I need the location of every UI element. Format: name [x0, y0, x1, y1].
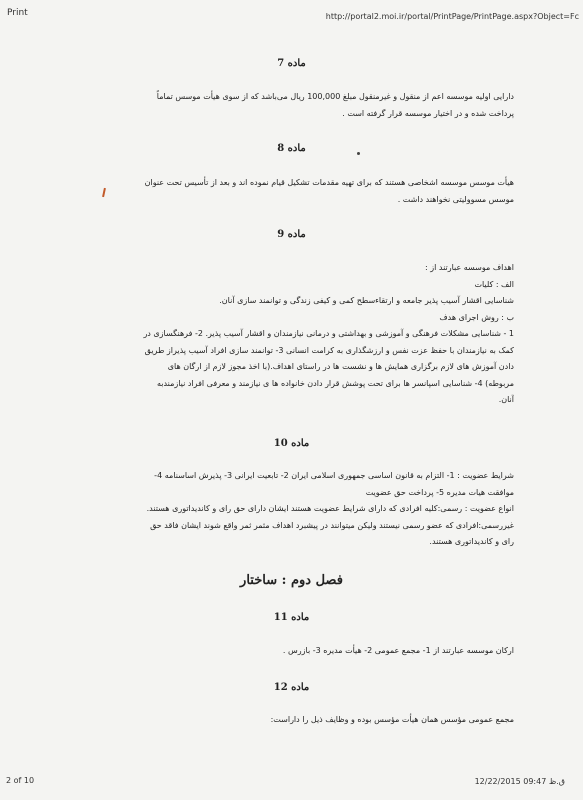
article-8-line-1: هیأت موسس موسسه اشخاصی هستند که برای تهیه مقدمات تشکیل قیام نموده اند و بعد از تأسیس تحت عنوان [144, 178, 514, 187]
article-8-text [98, 175, 514, 208]
article-7-line-2: پرداخت شده و در اختیار موسسه قرار گرفته است . [342, 108, 514, 118]
article-10-line-5: رای و کاندیداتوری هستند. [429, 537, 514, 546]
article-10-line-2: موافقت هیات مدیره 5- پرداخت حق عضویت [365, 487, 514, 497]
article-9-line-9: آنان. [498, 395, 514, 404]
article-10-line-4: غیررسمی:افرادی که عضو رسمی نیستند ولیکن میتوانند در پیشبرد اهداف مثمر ثمر واقع شوند ایشان فاقد حق [150, 520, 514, 530]
print-timestamp: 12/22/2015 09:47 ق.ظ [474, 777, 565, 786]
article-9-line-5: 1 - شناسایی مشکلات فرهنگی و آموزشی و بهداشتی و درمانی نیازمندان و اقشار آسیب پذیر. 2- فرهنگسازی در [143, 329, 514, 338]
article-10-line-1: شرایط عضویت : 1- التزام به قانون اساسی جمهوری اسلامی ایران 2- تابعیت ایرانی 3- پذیرش اساسنامه 4- [154, 471, 514, 480]
article-9-text [98, 260, 514, 409]
article-10-line-3: انواع عضویت : رسمی:کلیه افرادی که دارای شرایط عضویت هستند ایشان دارای حق رای و کاندیداتوری هستند. [146, 504, 514, 513]
article-12-text [98, 712, 514, 729]
page-url: http://portal2.moi.ir/portal/PrintPage/PrintPage.aspx?Object=Fc [325, 12, 579, 21]
article-7-text [98, 89, 514, 122]
article-8-heading: ماده 8 [277, 143, 306, 154]
article-7-heading: ماده 7 [277, 58, 306, 69]
article-7-line-1: دارایی اولیه موسسه اعم از منقول و غیرمنقول مبلغ 100,000 ریال می‌باشد که از سوی هیأت موسس تماماً [156, 92, 514, 101]
article-8-line-2: موسس مسوولیتی نخواهند داشت . [397, 194, 514, 204]
article-9-line-7: دادن آموزش های لازم برگزاری همایش ها و نشست ها در راستای اهداف.(با اخذ مجوز لازم از ارگان های [167, 362, 514, 371]
article-9-line-3: شناسایی اقشار آسیب پذیر جامعه و ارتقاءسطح کمی و کیفی زندگی و توانمند سازی آنان. [219, 296, 514, 305]
chapter-2-heading: فصل دوم : ساختار [240, 573, 343, 588]
print-label: Print [7, 8, 28, 18]
article-10-heading: ماده 10 [273, 438, 310, 449]
article-9-line-2: الف : کلیات [474, 279, 514, 289]
article-11-text [98, 643, 514, 660]
page-number: 2 of 10 [6, 776, 35, 785]
article-9-heading: ماده 9 [277, 229, 306, 240]
article-9-line-1: اهداف موسسه عبارتند از : [425, 263, 514, 272]
article-9-line-6: کمک به نیازمندان با حفظ عزت نفس و ارزشگذاری به کرامت انسانی 3- توانمند سازی افراد آسیب پذیراز طریق [144, 345, 514, 355]
article-9-line-4: ب : روش اجرای هدف [439, 312, 514, 322]
article-11-line-1: ارکان موسسه عبارتند از 1- مجمع عمومی 2- هیأت مدیره 3- بازرس . [282, 646, 514, 655]
article-12-line-1: مجمع عمومی مؤسس همان هیأت مؤسس بوده و وظایف ذیل را داراست: [270, 715, 514, 724]
ink-dot [357, 152, 360, 155]
article-12-heading: ماده 12 [273, 682, 310, 693]
article-9-line-8: مربوطه) 4- شناسایی اسپانسر ها برای تحت پوشش قرار دادن خانواده ها ی نیازمند و معرفی افراد نیازمندبه [156, 378, 514, 388]
article-10-text [98, 468, 514, 551]
article-11-heading: ماده 11 [273, 612, 310, 623]
